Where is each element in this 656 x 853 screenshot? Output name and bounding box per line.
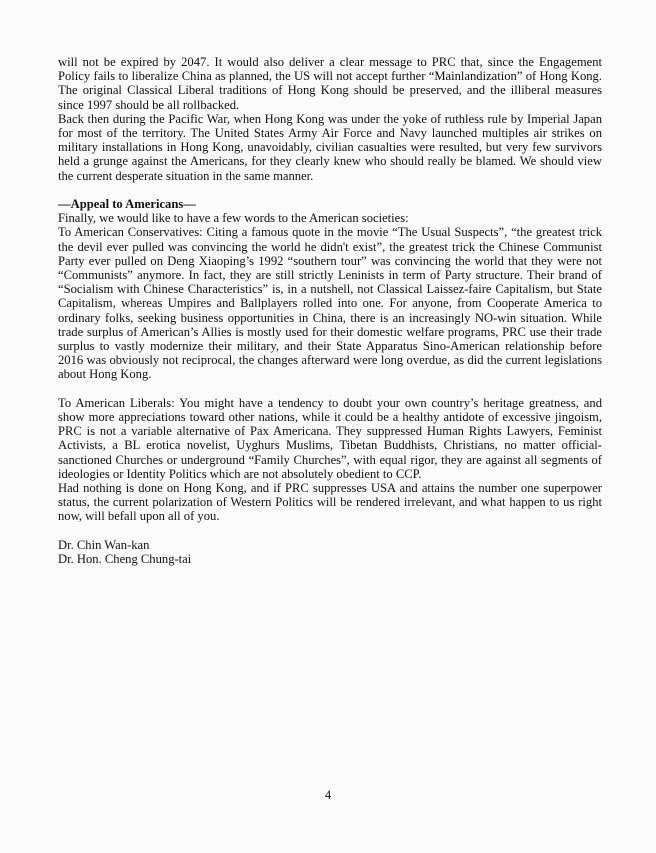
signature-cheng-chung-tai: Dr. Hon. Cheng Chung-tai (58, 552, 192, 567)
paragraph-hong-kong-2047: will not be expired by 2047. It would also deliver a clear message to PRC that, since the Engagement Policy fails to liberalize China as planned, the US will not accept further “Mainlandization” of Hong Kong. The original Classical Liberal traditions of Hong Kong should be preserved, and the illiberal measures since 1997 should be all rollbacked. (58, 55, 602, 112)
paragraph-pacific-war: Back then during the Pacific War, when Hong Kong was under the yoke of ruthless rule by Imperial Japan for most of the territory. The United States Army Air Force and Navy launched multiples air strikes on military installations in Hong Kong, unavoidably, civilian casualties were resulted, but very few survivors held a grunge against the Americans, for they clearly knew who should really be blamed. We should view the current desperate situation in the same manner. (58, 111, 602, 183)
blank-line (58, 382, 602, 396)
page-number: 4 (324, 788, 332, 802)
paragraph-liberals: To American Liberals: You might have a tendency to doubt your own country’s heritage greatness, and show more appreciations toward other nations, while it could be a healthy antidote of excessive jingoism, PRC is not a variable alternative of Pax Americana. They suppressed Human Rights Lawyers, Feminist Activists, a BL erotica novelist, Uyghurs Muslims, Tibetan Buddhists, Christians, no matter official-sanctioned Churches or underground “Family Churches”, with equal rigor, they are against all segments of ideologies or Identity Politics which are not absolutely obedient to CCP. (58, 395, 602, 481)
paragraph-conservatives: To American Conservatives: Citing a famous quote in the movie “The Usual Suspects”, “the greatest trick the devil ever pulled was convincing the world he didn't exist”, the greatest trick the Chinese Communist Party ever pulled on Deng Xiaoping’s 1992 “southern tour” was convincing the world that they were not “Communists” anymore. In fact, they are still strictly Leninists in term of Party structure. Their brand of “Socialism with Chinese Characteristics” is, in a nutshell, not Classical Laissez-faire Capitalism, but State Capitalism, whereas Umpires and Ballplayers rolled into one. For anyone, from Cooperate America to ordinary folks, seeking business opportunities in China, there is an increasingly NO-win situation. While trade surplus of American’s Allies is mostly used for their domestic welfare programs, PRC use their trade surplus to vastly modernize their military, and their State Apparatus Sino-American relationship before 2016 was obviously not reciprocal, the changes afterward were long overdue, as did the current legislations about Hong Kong. (58, 225, 602, 382)
signature-chin-wan-kan: Dr. Chin Wan-kan (58, 537, 150, 552)
blank-line (58, 524, 602, 538)
document-body (58, 55, 602, 566)
paragraph-intro: Finally, we would like to have a few words to the American societies: (58, 211, 409, 226)
section-heading-appeal: —Appeal to Americans— (58, 197, 196, 212)
blank-line (58, 183, 602, 197)
paragraph-conclusion: Had nothing is done on Hong Kong, and if PRC suppresses USA and attains the number one superpower status, the current polarization of Western Politics will be rendered irrelevant, and what happen to us right now, will befall upon all of you. (58, 481, 602, 524)
